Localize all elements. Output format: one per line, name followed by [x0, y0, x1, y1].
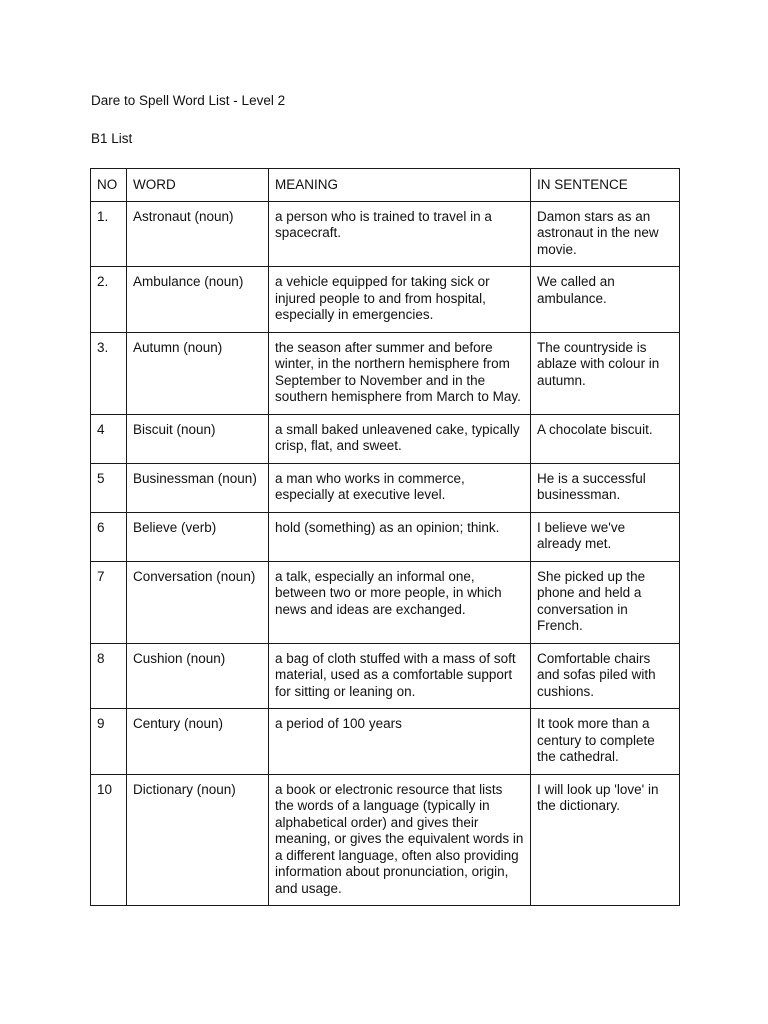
table-row: [91, 643, 680, 709]
cell-sentence: We called an ambulance.: [531, 267, 680, 333]
cell-meaning: a talk, especially an informal one, between two or more people, in which news and ideas are exchanged.: [269, 561, 531, 643]
cell-sentence: Comfortable chairs and sofas piled with cushions.: [531, 643, 680, 709]
cell-no: 3.: [91, 332, 127, 414]
word-list-table: [90, 168, 680, 906]
cell-word: Century (noun): [127, 709, 269, 775]
cell-word: Astronaut (noun): [127, 201, 269, 267]
cell-word: Conversation (noun): [127, 561, 269, 643]
cell-sentence: It took more than a century to complete the cathedral.: [531, 709, 680, 775]
cell-no: 8: [91, 643, 127, 709]
cell-sentence: A chocolate biscuit.: [531, 414, 680, 463]
cell-no: 5: [91, 463, 127, 512]
cell-word: Businessman (noun): [127, 463, 269, 512]
header-no: NO: [91, 169, 127, 202]
table-row: [91, 267, 680, 333]
header-sentence: IN SENTENCE: [531, 169, 680, 202]
table-row: [91, 774, 680, 906]
cell-meaning: a small baked unleavened cake, typically crisp, flat, and sweet.: [269, 414, 531, 463]
cell-sentence: I will look up 'love' in the dictionary.: [531, 774, 680, 906]
cell-meaning: a vehicle equipped for taking sick or injured people to and from hospital, especially in emergencies.: [269, 267, 531, 333]
table-row: [91, 414, 680, 463]
header-meaning: MEANING: [269, 169, 531, 202]
cell-no: 4: [91, 414, 127, 463]
cell-meaning: a period of 100 years: [269, 709, 531, 775]
cell-sentence: I believe we've already met.: [531, 512, 680, 561]
cell-meaning: hold (something) as an opinion; think.: [269, 512, 531, 561]
cell-meaning: a bag of cloth stuffed with a mass of soft material, used as a comfortable support for sitting or leaning on.: [269, 643, 531, 709]
cell-word: Ambulance (noun): [127, 267, 269, 333]
cell-word: Dictionary (noun): [127, 774, 269, 906]
cell-no: 6: [91, 512, 127, 561]
cell-sentence: She picked up the phone and held a conversation in French.: [531, 561, 680, 643]
cell-no: 7: [91, 561, 127, 643]
cell-no: 1.: [91, 201, 127, 267]
cell-meaning: a person who is trained to travel in a spacecraft.: [269, 201, 531, 267]
cell-meaning: a book or electronic resource that lists the words of a language (typically in alphabetical order) and gives their meaning, or gives the equivalent words in a different language, often also providing information about pronunciation, origin, and usage.: [269, 774, 531, 906]
cell-sentence: Damon stars as an astronaut in the new movie.: [531, 201, 680, 267]
cell-word: Biscuit (noun): [127, 414, 269, 463]
header-word: WORD: [127, 169, 269, 202]
cell-word: Autumn (noun): [127, 332, 269, 414]
cell-word: Cushion (noun): [127, 643, 269, 709]
cell-no: 9: [91, 709, 127, 775]
cell-word: Believe (verb): [127, 512, 269, 561]
table-row: [91, 332, 680, 414]
table-row: [91, 709, 680, 775]
table-row: [91, 512, 680, 561]
cell-meaning: a man who works in commerce, especially at executive level.: [269, 463, 531, 512]
cell-no: 2.: [91, 267, 127, 333]
document-title: Dare to Spell Word List - Level 2: [91, 93, 286, 108]
cell-sentence: The countryside is ablaze with colour in autumn.: [531, 332, 680, 414]
cell-sentence: He is a successful businessman.: [531, 463, 680, 512]
cell-no: 10: [91, 774, 127, 906]
table-row: [91, 463, 680, 512]
cell-meaning: the season after summer and before winter, in the northern hemisphere from September to November and in the southern hemisphere from March to May.: [269, 332, 531, 414]
table-row: [91, 201, 680, 267]
table-header-row: [91, 169, 680, 202]
list-label: B1 List: [91, 131, 133, 146]
table-row: [91, 561, 680, 643]
